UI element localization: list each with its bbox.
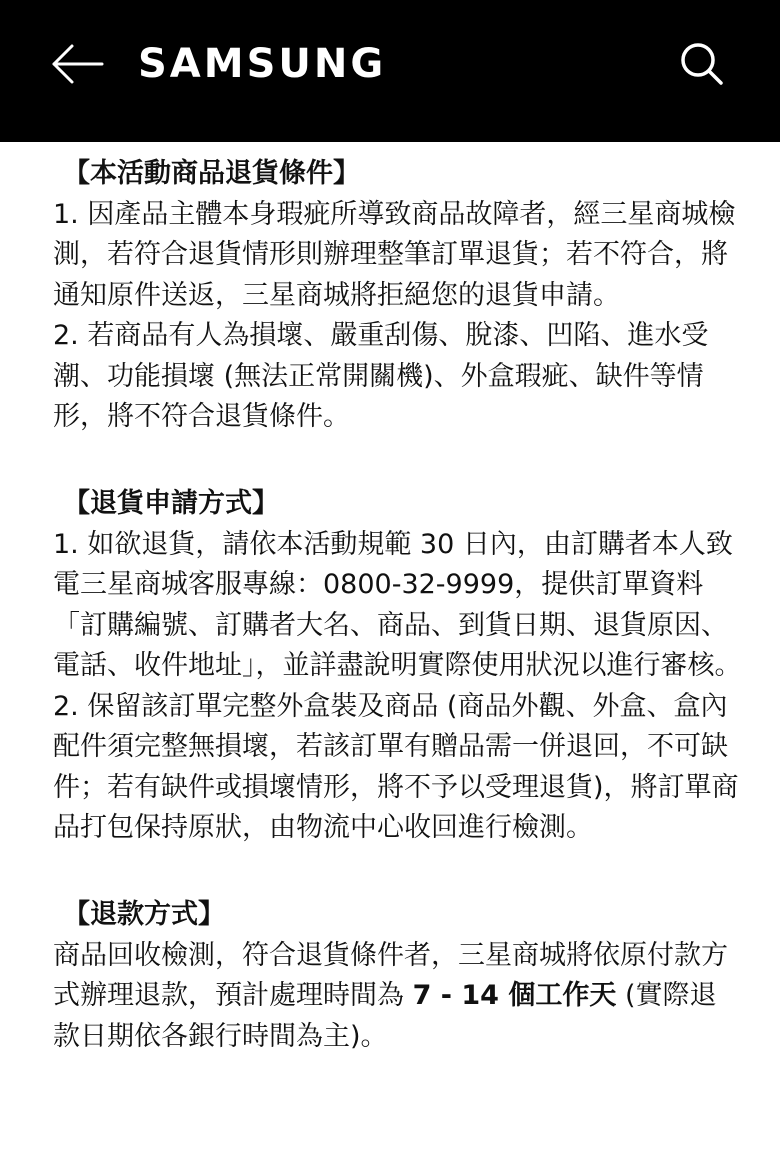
return-application-item-2: 2. 保留該訂單完整外盒裝及商品 (商品外觀、外盒、盒內配件須完整無損壞，若該訂單有贈品需一併退回，不可缺件；若有缺件或損壞情形，將不予以受理退貨)，將訂單商品打包保持原狀，由物流中心收回進行檢測。 (53, 690, 739, 843)
back-button[interactable] (50, 40, 106, 88)
return-conditions-item-1: 1. 因產品主體本身瑕疵所導致商品故障者，經三星商城檢測，若符合退貨情形則辦理整筆訂單退貨；若不符合，將通知原件送返，三星商城將拒絕您的退貨申請。 (53, 198, 736, 311)
section-title-return-conditions: 【本活動商品退貨條件】 (63, 158, 360, 189)
spacer (53, 438, 743, 479)
samsung-logo: SAMSUNG (138, 41, 387, 87)
search-button[interactable] (676, 38, 728, 90)
arrow-left-icon (50, 40, 106, 88)
return-conditions-item-2: 2. 若商品有人為損壞、嚴重刮傷、脫漆、凹陷、進水受潮、功能損壞 (無法正常開關機)、外盒瑕疵、缺件等情形，將不符合退貨條件。 (53, 320, 709, 432)
refund-text-after: (實際退款日期依各銀行時間為主)。 (53, 980, 717, 1052)
spacer (53, 849, 743, 890)
refund-text-before: 商品回收檢測，符合退貨條件者，三星商城將依原付款方式辦理退款，預計處理時間為 (53, 939, 728, 1011)
section-title-refund-method: 【退款方式】 (63, 899, 225, 930)
top-app-bar (0, 0, 780, 142)
search-icon (676, 38, 728, 90)
policy-content (53, 148, 743, 1057)
refund-method-text (53, 936, 743, 1058)
refund-processing-days: 7 - 14 個工作天 (412, 980, 617, 1011)
return-application-item-1: 1. 如欲退貨，請依本活動規範 30 日內，由訂購者本人致電三星商城客服專線：0800-32-9999，提供訂單資料「訂購編號、訂購者大名、商品、到貨日期、退貨原因、電話、收件地址」，並詳盡說明實際使用狀況以進行審核。 (53, 528, 742, 681)
section-title-return-application: 【退貨申請方式】 (63, 488, 279, 519)
